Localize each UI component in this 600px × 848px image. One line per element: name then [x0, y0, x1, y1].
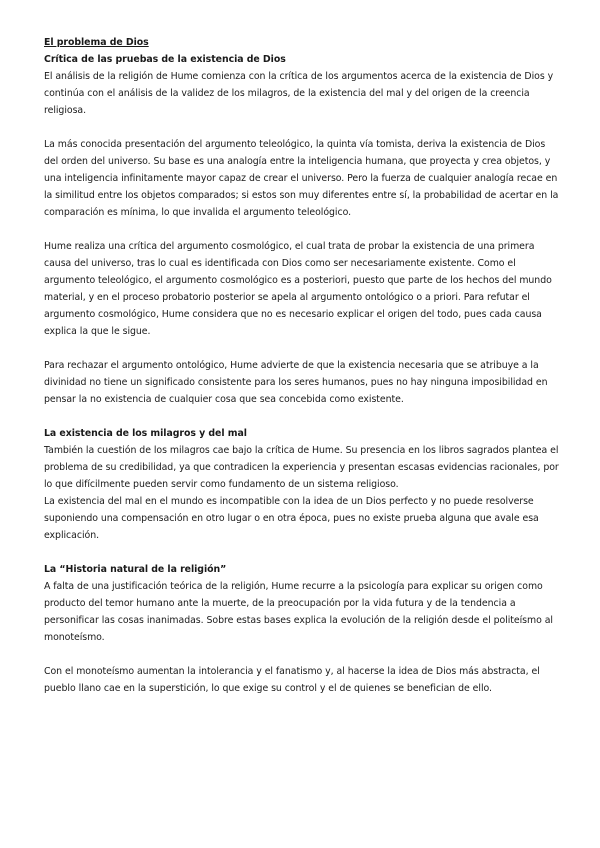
spacer	[44, 340, 560, 357]
paragraph-monoteismo: Con el monoteísmo aumentan la intolerancia y el fanatismo y, al hacerse la idea de Dios más abstracta, el pueblo llano cae en la superstición, lo que exige su control y el de quienes se benefician de ello.	[44, 666, 540, 694]
paragraph-mal: La existencia del mal en el mundo es incompatible con la idea de un Dios perfecto y no puede resolverse suponiendo una compensación en otro lugar o en otra época, pues no existe prueba alguna que avale esa explicación.	[44, 496, 539, 541]
spacer	[44, 119, 560, 136]
spacer	[44, 646, 560, 663]
document-page	[44, 34, 560, 697]
spacer	[44, 408, 560, 425]
paragraph-ontologico: Para rechazar el argumento ontológico, Hume advierte de que la existencia necesaria que se atribuye a la divinidad no tiene un significado consistente para los seres humanos, pues no hay ninguna imposibilidad en pensar la no existencia de cualquier cosa que sea concebida como existente.	[44, 360, 548, 405]
paragraph-intro: El análisis de la religión de Hume comienza con la crítica de los argumentos acerca de la existencia de Dios y continúa con el análisis de la validez de los milagros, de la existencia del mal y del origen de la creencia religiosa.	[44, 71, 554, 116]
spacer	[44, 221, 560, 238]
section-heading-historia: La “Historia natural de la religión”	[44, 564, 227, 575]
paragraph-psicologia: A falta de una justificación teórica de la religión, Hume recurre a la psicología para explicar su origen como producto del temor humano ante la muerte, de la preocupación por la vida futura y de la tendencia a personificar las cosas inanimadas. Sobre estas bases explica la evolución de la religión desde el politeísmo al monoteísmo.	[44, 581, 553, 643]
paragraph-milagros: También la cuestión de los milagros cae bajo la crítica de Hume. Su presencia en los libros sagrados plantea el problema de su credibilidad, ya que contradicen la experiencia y presentan escasas evidencias racionales, por lo que difícilmente pueden servir como fundamento de un sistema religioso.	[44, 445, 559, 490]
section-heading-milagros: La existencia de los milagros y del mal	[44, 428, 247, 439]
document-title: El problema de Dios	[44, 37, 149, 48]
paragraph-teleologico: La más conocida presentación del argumento teleológico, la quinta vía tomista, deriva la existencia de Dios del orden del universo. Su base es una analogía entre la inteligencia humana, que proyecta y crea objetos, y una inteligencia infinitamente mayor capaz de crear el universo. Pero la fuerza de cualquier analogía recae en la similitud entre los objetos comparados; si estos son muy diferentes entre sí, la probabilidad de acertar en la comparación es mínima, lo que invalida el argumento teleológico.	[44, 139, 559, 218]
paragraph-cosmologico: Hume realiza una crítica del argumento cosmológico, el cual trata de probar la existencia de una primera causa del universo, tras lo cual es identificada con Dios como ser necesariamente existente. Como el argumento teleológico, el argumento cosmológico es a posteriori, puesto que parte de los hechos del mundo material, y en el proceso probatorio posterior se apela al argumento ontológico o a priori. Para refutar el argumento cosmológico, Hume considera que no es necesario explicar el origen del todo, pues cada causa explica la que le sigue.	[44, 241, 552, 337]
section-heading-critica: Crítica de las pruebas de la existencia de Dios	[44, 54, 286, 65]
spacer	[44, 544, 560, 561]
